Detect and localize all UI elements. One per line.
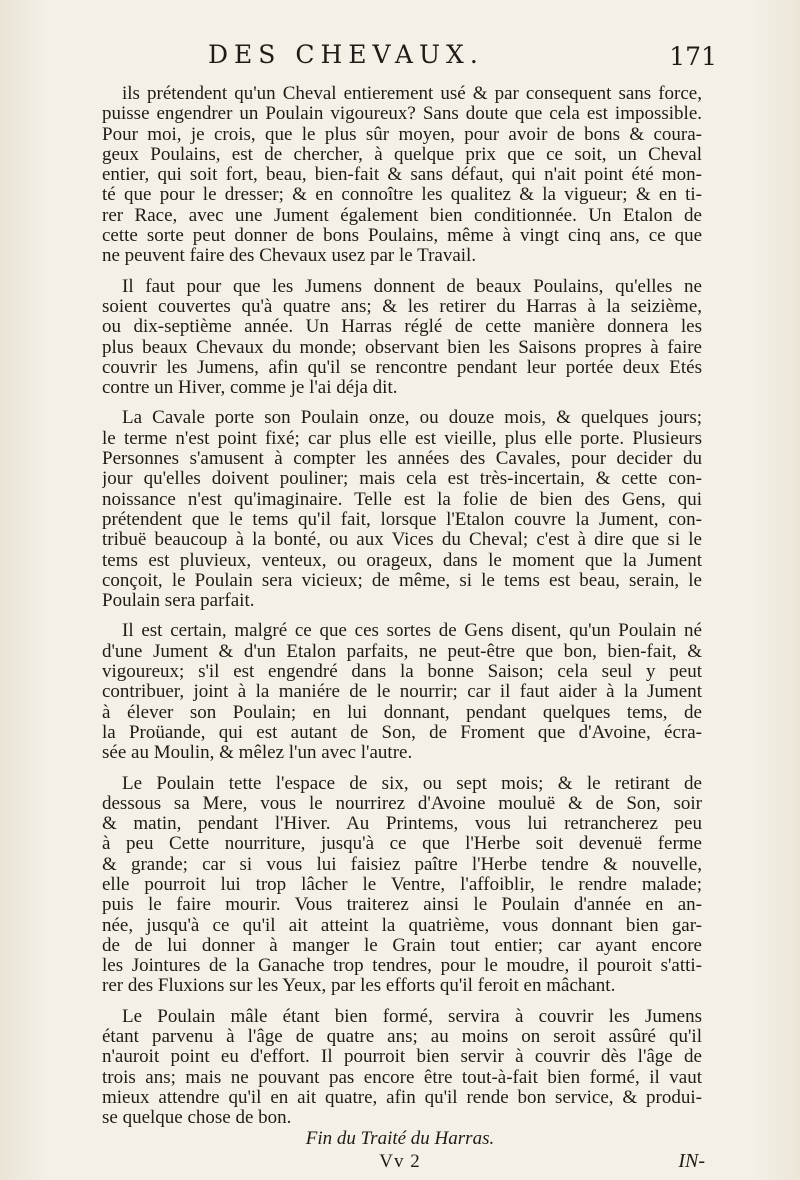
text-line: vigoureux; s'il est engendré dans la bonne Saison; cela seul y peut [102, 662, 702, 683]
text-line: rer Race, avec une Jument également bien conditionnée. Un Etalon de [102, 205, 702, 226]
text-line: contribuer, joint à la maniére de le nourrir; car il faut aider à la Jument [102, 682, 702, 703]
paragraph [102, 84, 702, 267]
text-line: Poulain sera parfait. [102, 591, 255, 612]
page-header [112, 40, 717, 80]
text-line: ils prétendent qu'un Cheval entierement usé & par consequent sans force, [122, 84, 702, 104]
text-line: rer des Fluxions sur les Yeux, par les efforts qu'il feroit en mâchant. [102, 976, 616, 997]
text-line: le terme n'est point fixé; car plus elle est vieille, plus elle porte. Plusieurs [102, 428, 702, 449]
body-text [102, 84, 702, 1129]
paragraph [102, 1007, 702, 1129]
text-line: mieux attendre qu'il en ait quatre, afin qu'il rende bon service, & produi- [102, 1087, 702, 1108]
text-line: ou dix-septième année. Un Harras réglé de cette manière donnera les [102, 317, 702, 338]
text-line: jour qu'elles doivent pouliner; mais cela est très-incertain, & cette con- [102, 469, 702, 490]
text-line: se quelque chose de bon. [102, 1108, 292, 1129]
text-line: de de lui donner à manger le Grain tout entier; car ayant encore [102, 935, 702, 956]
text-line: Personnes s'amusent à compter les années des Cavales, pour decider du [102, 449, 702, 470]
text-line: trois ans; mais ne pouvant pas encore être tout-à-fait bien formé, il vaut [102, 1067, 702, 1088]
text-line: & grande; car si vous lui faisiez paître l'Herbe tendre & nouvelle, [102, 854, 702, 875]
text-line: Il faut pour que les Jumens donnent de beaux Poulains, qu'elles ne [122, 276, 702, 297]
paragraph [102, 621, 702, 763]
paragraph [102, 277, 702, 399]
text-line: la Proüande, qui est autant de Son, de Froment que d'Avoine, écra- [102, 722, 702, 743]
text-line: noissance n'est qu'imaginaire. Telle est la folie de bien des Gens, qui [102, 489, 702, 510]
paragraph [102, 408, 702, 611]
text-line: tems est pluvieux, venteux, ou orageux, dans le moment que la Jument [102, 550, 702, 571]
text-line: Il est certain, malgré ce que ces sortes de Gens disent, qu'un Poulain né [122, 621, 702, 642]
text-line: geux Poulains, est de chercher, à quelque prix que ce soit, un Cheval [102, 144, 702, 165]
text-line: couvrir les Jumens, afin qu'il se rencontre pendant leur portée deux Etés [102, 357, 702, 378]
text-line: plus beaux Chevaux du monde; observant bien les Saisons propres à faire [102, 337, 702, 358]
text-line: conçoit, le Poulain sera vicieux; de même, si le tems est beau, serain, le [102, 570, 702, 591]
text-line: puis le faire mourir. Vous traiterez ainsi le Poulain d'année en an- [102, 895, 702, 916]
text-line: Pour moi, je crois, que le plus sûr moyen, pour avoir de bons & coura- [102, 124, 702, 145]
text-line: La Cavale porte son Poulain onze, ou douze mois, & quelques jours; [122, 408, 702, 429]
text-line: dessous sa Mere, vous le nourrirez d'Avoine mouluë & de Son, soir [102, 793, 702, 814]
paragraph [102, 774, 702, 997]
text-line: tribuë beaucoup à la bonté, ou aux Vices du Cheval; c'est à dire que si le [102, 530, 702, 551]
text-line: soient couvertes qu'à quatre ans; & les retirer du Harras à la seizième, [102, 296, 702, 317]
catchword: IN- [678, 1150, 705, 1172]
text-line: entier, qui soit fort, beau, bien-fait & sans défaut, qui n'ait point été mon- [102, 165, 702, 186]
text-line: Le Poulain mâle étant bien formé, servira à couvrir les Jumens [122, 1006, 702, 1027]
text-line: n'auroit point eu d'effort. Il pourroit bien servir à couvrir dès l'âge de [102, 1047, 702, 1068]
text-line: étant parvenu à l'âge de quatre ans; au moins on seroit assûré qu'il [102, 1027, 702, 1048]
text-line: ne peuvent faire des Chevaux usez par le Travail. [102, 246, 477, 267]
end-note: Fin du Traité du Harras. [305, 1128, 495, 1149]
text-line: Le Poulain tette l'espace de six, ou sept mois; & le retirant de [122, 773, 702, 794]
running-head: DES CHEVAUX. [208, 40, 484, 69]
text-line: sée au Moulin, & mêlez l'un avec l'autre. [102, 743, 413, 764]
text-line: à élever son Poulain; en lui donnant, pendant quelques tems, de [102, 702, 702, 723]
text-line: prétendent que le tems qu'il fait, lorsque l'Etalon couvre la Jument, con- [102, 509, 702, 530]
text-line: cette sorte peut donner de bons Poulains, même à vingt cinq ans, ce que [102, 226, 702, 247]
page-number: 171 [669, 42, 717, 71]
text-line: té que pour le dresser; & en connoître les qualitez & la vigueur; & en ti- [102, 185, 702, 206]
text-line: les Jointures de la Ganache trop tendres, pour le moudre, il pouroit s'atti- [102, 956, 702, 977]
text-line: d'une Jument & d'un Etalon parfaits, ne peut-être que bon, bien-fait, & [102, 641, 702, 662]
text-line: née, jusqu'à ce qu'il ait atteint la quatrième, vous donnant bien gar- [102, 915, 702, 936]
text-line: puisse engendrer un Poulain vigoureux? Sans doute que cela est impossible. [102, 104, 702, 125]
signature-mark: Vv 2 [379, 1151, 421, 1172]
text-line: & matin, pendant l'Hiver. Au Printems, vous lui retrancherez peu [102, 814, 702, 835]
text-line: à peu Cette nourriture, jusqu'à ce que l'Herbe soit devenuë ferme [102, 834, 702, 855]
text-line: elle pourroit lui trop lâcher le Ventre, l'affoiblir, le rendre malade; [102, 874, 702, 895]
text-line: contre un Hiver, comme je l'ai déja dit. [102, 378, 398, 399]
